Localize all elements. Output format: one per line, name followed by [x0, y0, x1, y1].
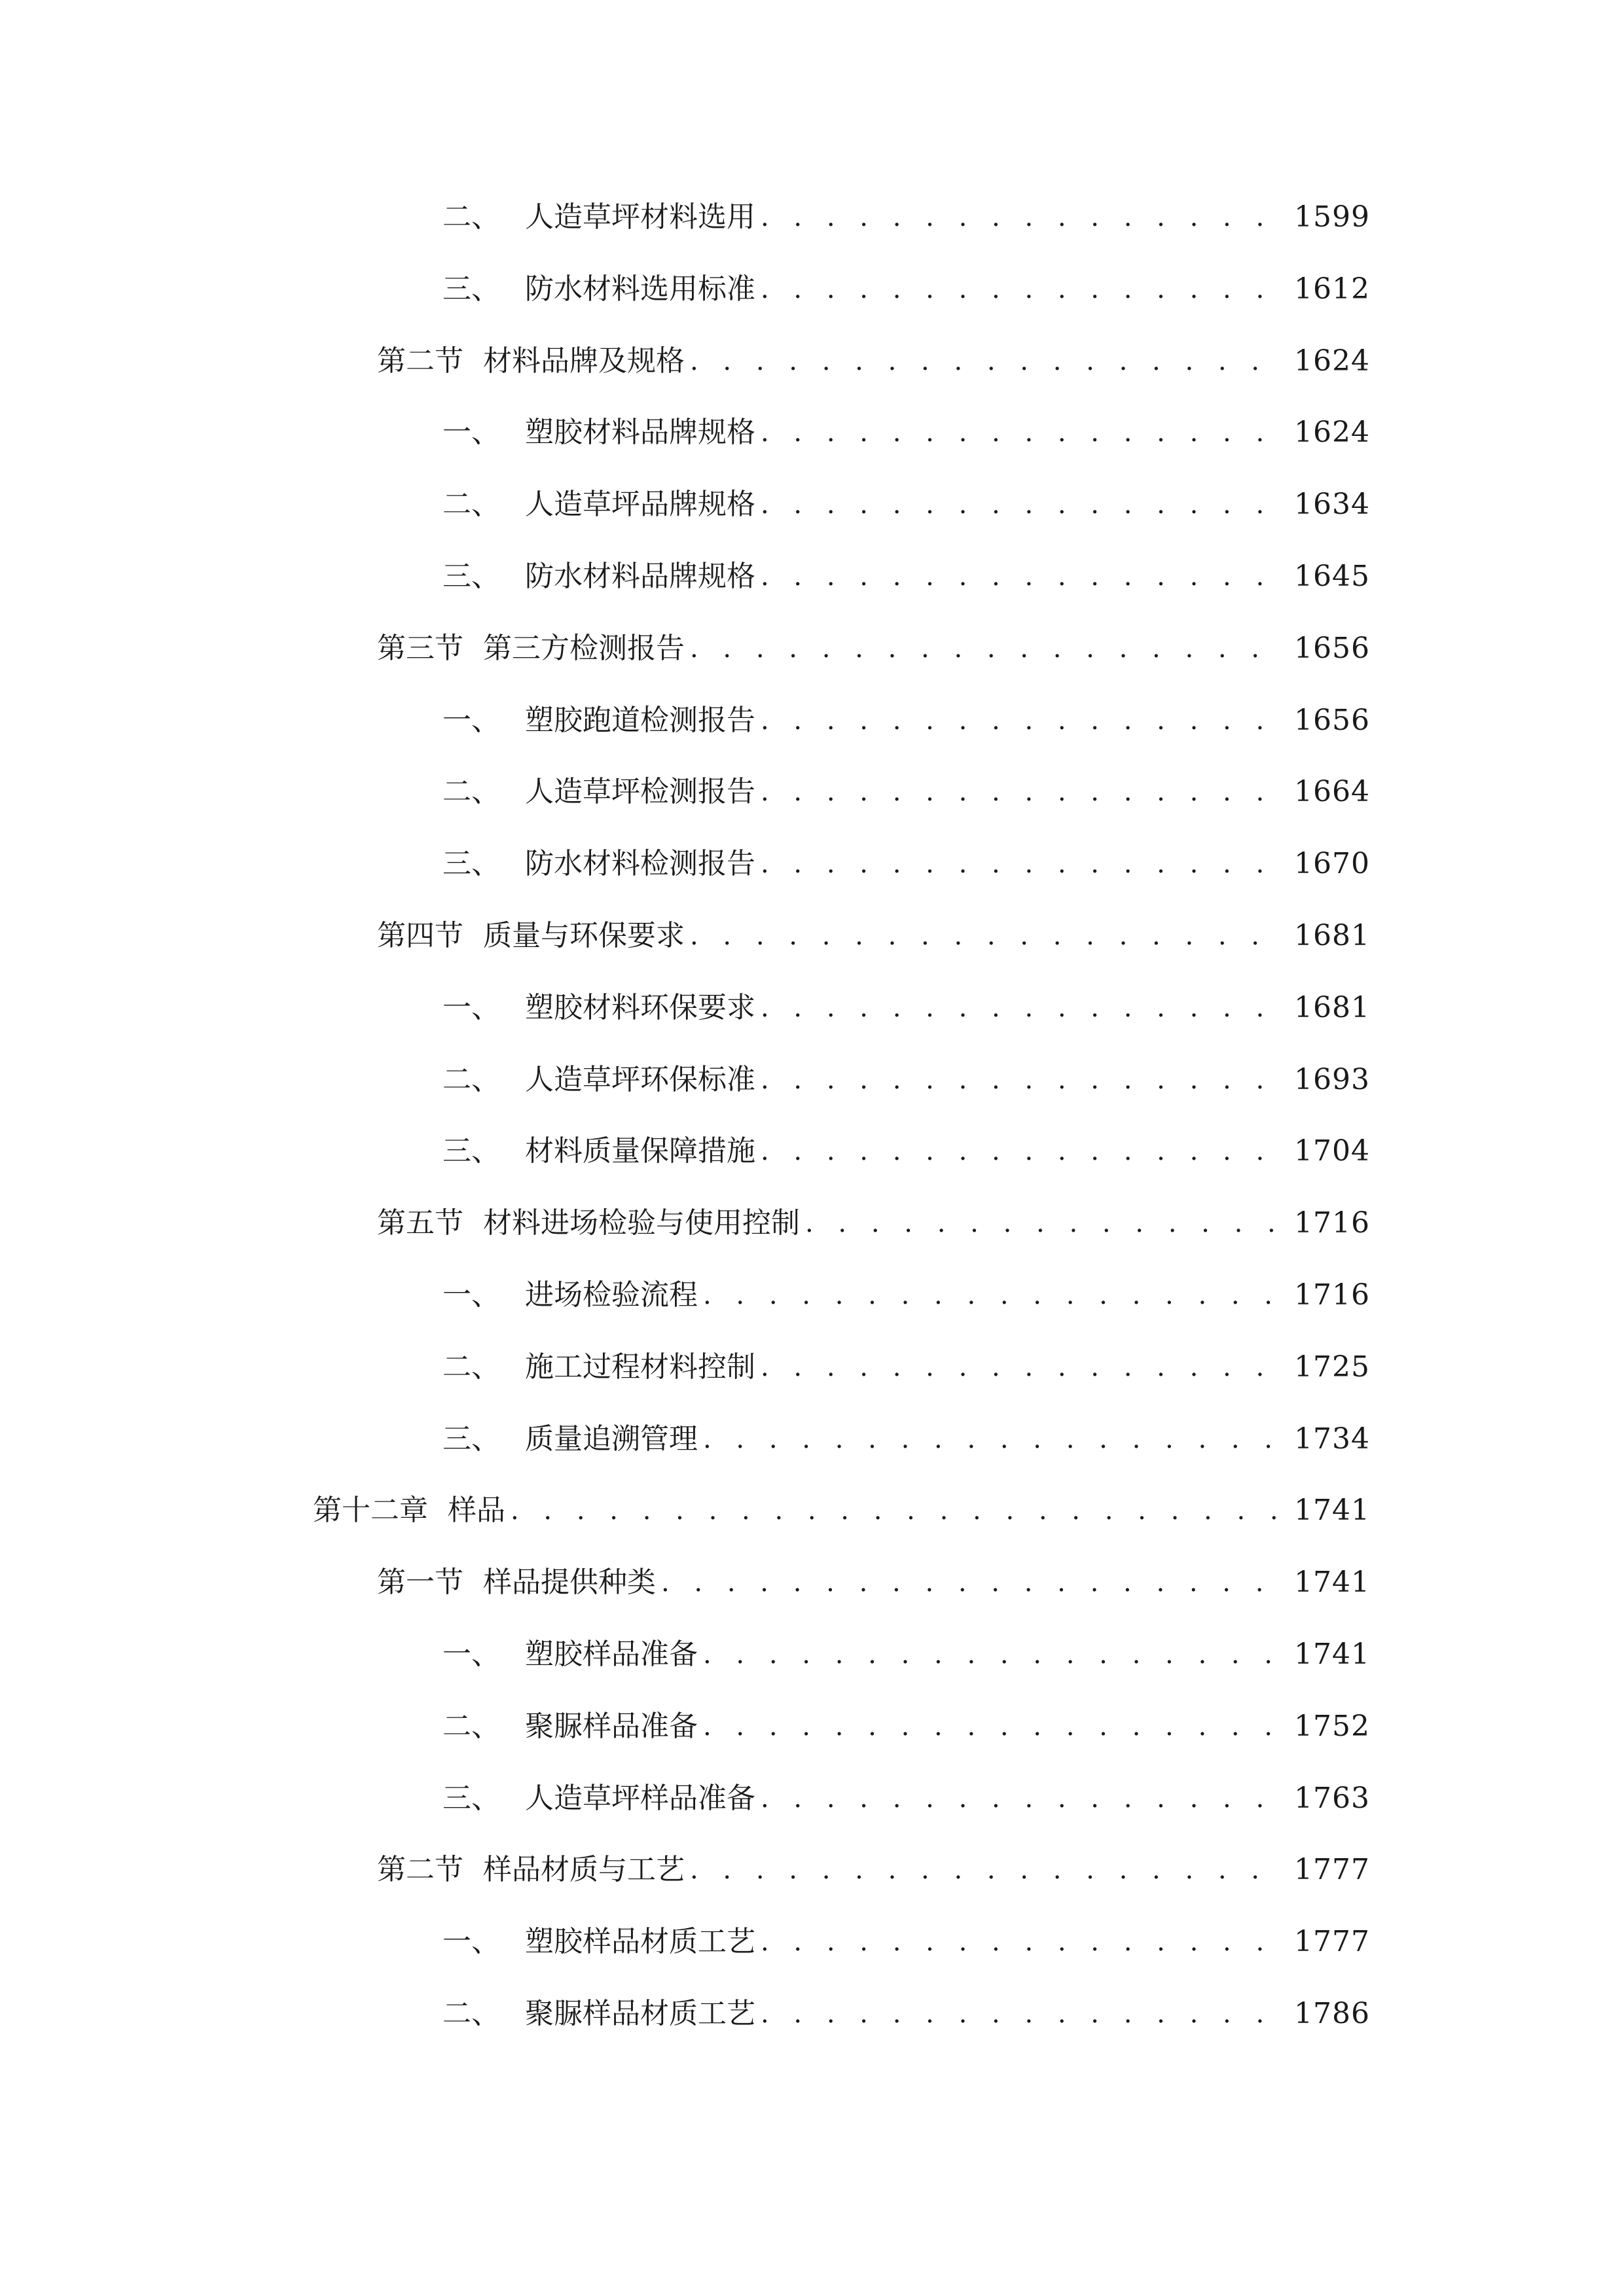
toc-leader-dots — [761, 1916, 1285, 1968]
toc-entry-number: 一、 — [442, 1278, 500, 1312]
toc-entry-number: 二、 — [442, 1350, 500, 1384]
toc-entry-page-number: 1670 — [1294, 847, 1370, 880]
toc-leader-dots — [761, 406, 1285, 459]
toc-entry-number: 二、 — [442, 775, 500, 808]
toc-entry-number: 二、 — [442, 1710, 500, 1743]
toc-entry-title: 材料进场检验与使用控制 — [483, 1206, 800, 1240]
toc-entry-title: 塑胶样品材质工艺 — [525, 1925, 755, 1958]
toc-entry[interactable] — [442, 550, 1370, 603]
toc-leader-dots — [761, 1988, 1285, 2040]
toc-leader-dots — [661, 1556, 1285, 1609]
toc-entry[interactable] — [377, 1556, 1370, 1609]
toc-entry-page-number: 1741 — [1294, 1494, 1370, 1527]
toc-entry-title: 防水材料选用标准 — [525, 272, 755, 306]
toc-entry-title: 人造草坪品牌规格 — [525, 488, 755, 521]
toc-entry-title: 聚脲样品材质工艺 — [525, 1997, 755, 2030]
toc-leader-dots — [761, 766, 1285, 818]
toc-leader-dots — [511, 1484, 1285, 1537]
toc-entry-title: 样品提供种类 — [483, 1566, 656, 1599]
toc-leader-dots — [761, 694, 1285, 747]
toc-entry-page-number: 1656 — [1294, 704, 1370, 737]
toc-entry[interactable] — [442, 766, 1370, 818]
toc-entry-title: 塑胶样品准备 — [525, 1638, 698, 1671]
toc-entry-title: 塑胶材料品牌规格 — [525, 416, 755, 449]
toc-entry-title: 第三方检测报告 — [483, 632, 685, 665]
toc-entry-page-number: 1612 — [1294, 272, 1370, 306]
toc-leader-dots — [761, 191, 1285, 243]
toc-entry[interactable] — [442, 1054, 1370, 1106]
toc-entry-page-number: 1624 — [1294, 344, 1370, 378]
toc-entry[interactable] — [377, 1197, 1370, 1249]
toc-entry-page-number: 1656 — [1294, 632, 1370, 665]
toc-entry-page-number: 1599 — [1294, 200, 1370, 234]
toc-entry[interactable] — [442, 1700, 1370, 1753]
toc-leader-dots — [703, 1413, 1285, 1465]
toc-entry-title: 塑胶材料环保要求 — [525, 991, 755, 1024]
toc-entry-page-number: 1681 — [1294, 919, 1370, 952]
toc-entry-number: 一、 — [442, 416, 500, 449]
toc-entry-number: 三、 — [442, 1134, 500, 1168]
toc-entry-number: 第三节 — [377, 632, 463, 665]
toc-leader-dots — [703, 1700, 1285, 1753]
toc-entry-page-number: 1704 — [1294, 1134, 1370, 1168]
toc-entry-title: 人造草坪环保标准 — [525, 1063, 755, 1096]
toc-entry-title: 样品材质与工艺 — [483, 1853, 685, 1886]
toc-entry-page-number: 1725 — [1294, 1350, 1370, 1384]
toc-entry[interactable] — [442, 1413, 1370, 1465]
toc-leader-dots — [761, 1054, 1285, 1106]
toc-entry-page-number: 1716 — [1294, 1206, 1370, 1240]
toc-entry[interactable] — [442, 1341, 1370, 1393]
toc-leader-dots — [690, 910, 1285, 962]
toc-entry[interactable] — [442, 982, 1370, 1034]
toc-entry-page-number: 1763 — [1294, 1782, 1370, 1815]
toc-entry-page-number: 1777 — [1294, 1853, 1370, 1886]
toc-entry-page-number: 1716 — [1294, 1278, 1370, 1312]
toc-entry-number: 二、 — [442, 488, 500, 521]
toc-entry-page-number: 1693 — [1294, 1063, 1370, 1096]
toc-entry[interactable] — [442, 1916, 1370, 1968]
toc-entry[interactable] — [442, 1269, 1370, 1321]
toc-entry-number: 二、 — [442, 200, 500, 234]
toc-entry-title: 材料品牌及规格 — [483, 344, 685, 378]
toc-leader-dots — [761, 1772, 1285, 1825]
toc-entry-page-number: 1741 — [1294, 1638, 1370, 1671]
toc-entry[interactable] — [442, 1988, 1370, 2040]
toc-entry-page-number: 1624 — [1294, 416, 1370, 449]
toc-entry[interactable] — [377, 910, 1370, 962]
toc-leader-dots — [761, 263, 1285, 315]
toc-leader-dots — [761, 1341, 1285, 1393]
toc-entry-page-number: 1645 — [1294, 560, 1370, 593]
toc-entry-number: 二、 — [442, 1063, 500, 1096]
toc-entry-title: 质量追溯管理 — [525, 1422, 698, 1456]
toc-entry[interactable] — [377, 335, 1370, 387]
toc-entry-page-number: 1777 — [1294, 1925, 1370, 1958]
toc-entry-title: 人造草坪材料选用 — [525, 200, 755, 234]
toc-leader-dots — [703, 1628, 1285, 1681]
toc-entry-number: 三、 — [442, 272, 500, 306]
toc-leader-dots — [805, 1197, 1285, 1249]
toc-entry-page-number: 1752 — [1294, 1710, 1370, 1743]
toc-leader-dots — [761, 478, 1285, 531]
toc-entry-title: 样品 — [448, 1494, 505, 1527]
toc-entry-number: 一、 — [442, 704, 500, 737]
toc-leader-dots — [690, 622, 1285, 675]
toc-entry[interactable] — [442, 406, 1370, 459]
toc-entry-number: 第五节 — [377, 1206, 463, 1240]
toc-entry-number: 一、 — [442, 1638, 500, 1671]
toc-entry[interactable] — [442, 478, 1370, 531]
toc-entry[interactable] — [377, 1844, 1370, 1896]
toc-leader-dots — [761, 1125, 1285, 1177]
toc-leader-dots — [761, 982, 1285, 1034]
toc-entry-number: 第二节 — [377, 344, 463, 378]
toc-entry-title: 进场检验流程 — [525, 1278, 698, 1312]
toc-entry-number: 三、 — [442, 1782, 500, 1815]
toc-entry[interactable] — [442, 838, 1370, 890]
toc-leader-dots — [761, 550, 1285, 603]
toc-leader-dots — [703, 1269, 1285, 1321]
toc-entry[interactable] — [442, 1772, 1370, 1825]
toc-entry-page-number: 1734 — [1294, 1422, 1370, 1456]
toc-entry-number: 一、 — [442, 991, 500, 1024]
toc-entry-number: 三、 — [442, 847, 500, 880]
toc-entry-title: 塑胶跑道检测报告 — [525, 704, 755, 737]
toc-entry-title: 人造草坪样品准备 — [525, 1782, 755, 1815]
toc-leader-dots — [761, 838, 1285, 890]
toc-entry-number: 三、 — [442, 560, 500, 593]
toc-entry-page-number: 1634 — [1294, 488, 1370, 521]
toc-entry-page-number: 1664 — [1294, 775, 1370, 808]
toc-entry-title: 材料质量保障措施 — [525, 1134, 755, 1168]
toc-entry[interactable] — [377, 622, 1370, 675]
toc-entry[interactable] — [313, 1484, 1370, 1537]
toc-entry[interactable] — [442, 191, 1370, 243]
toc-entry-title: 施工过程材料控制 — [525, 1350, 755, 1384]
toc-leader-dots — [690, 335, 1285, 387]
toc-entry-number: 第一节 — [377, 1566, 463, 1599]
toc-entry[interactable] — [442, 1125, 1370, 1177]
toc-entry-title: 质量与环保要求 — [483, 919, 685, 952]
toc-entry-page-number: 1786 — [1294, 1997, 1370, 2030]
toc-entry[interactable] — [442, 694, 1370, 747]
toc-entry-number: 第二节 — [377, 1853, 463, 1886]
toc-entry-number: 三、 — [442, 1422, 500, 1456]
toc-entry-page-number: 1681 — [1294, 991, 1370, 1024]
toc-entry-number: 第十二章 — [313, 1494, 428, 1527]
toc-leader-dots — [690, 1844, 1285, 1896]
toc-entry-title: 聚脲样品准备 — [525, 1710, 698, 1743]
toc-entry[interactable] — [442, 1628, 1370, 1681]
toc-entry-number: 第四节 — [377, 919, 463, 952]
toc-entry-title: 防水材料检测报告 — [525, 847, 755, 880]
toc-entry-number: 二、 — [442, 1997, 500, 2030]
toc-entry-number: 一、 — [442, 1925, 500, 1958]
toc-entry-title: 人造草坪检测报告 — [525, 775, 755, 808]
toc-entry-page-number: 1741 — [1294, 1566, 1370, 1599]
toc-entry-title: 防水材料品牌规格 — [525, 560, 755, 593]
toc-entry[interactable] — [442, 263, 1370, 315]
